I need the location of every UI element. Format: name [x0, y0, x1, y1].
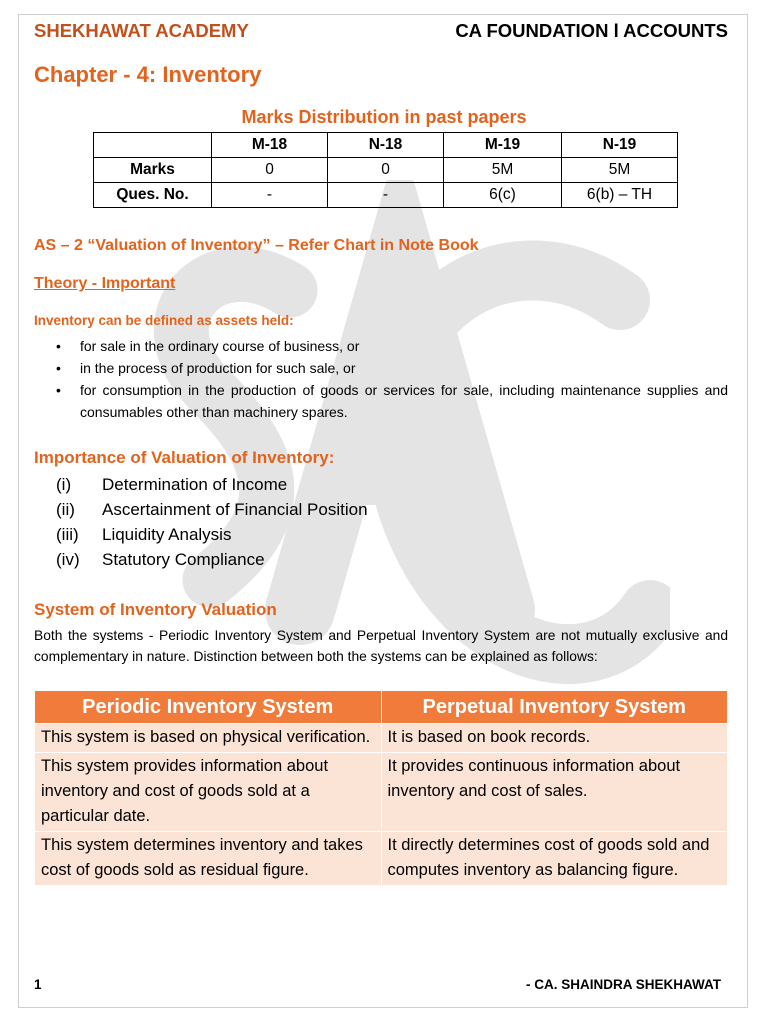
list-item-text: Liquidity Analysis	[102, 525, 232, 544]
table-cell: This system provides information about inventory and cost of goods sold at a particular date.	[35, 753, 382, 832]
list-item	[56, 522, 368, 547]
table-header-cell: Perpetual Inventory System	[381, 691, 728, 724]
page-number: 1	[34, 977, 42, 992]
list-item	[56, 547, 368, 572]
table-cell: This system determines inventory and takes cost of goods sold as residual figure.	[35, 832, 382, 886]
header-academy-name: SHEKHAWAT ACADEMY	[34, 20, 249, 41]
list-item-text: for consumption in the production of goods or services for sale, including maintenance supplies and consumables other than machinery spares.	[80, 382, 728, 420]
table-cell: 6(b) – TH	[562, 183, 678, 208]
list-item	[56, 379, 728, 423]
system-paragraph: Both the systems - Periodic Inventory System and Perpetual Inventory System are not mutually exclusive and complementary in nature. Distinction between both the systems can be explained as follows:	[34, 628, 728, 664]
bullet-icon: •	[56, 338, 61, 354]
table-cell: 0	[212, 158, 328, 183]
table-header-cell: Periodic Inventory System	[35, 691, 382, 724]
list-item-text: Statutory Compliance	[102, 550, 265, 569]
table-header-cell: M-19	[444, 133, 562, 158]
inventory-systems-table	[34, 690, 728, 886]
header-course-title: CA FOUNDATION l ACCOUNTS	[455, 20, 728, 41]
table-row	[94, 183, 678, 208]
table-cell: -	[328, 183, 444, 208]
list-item	[56, 335, 728, 357]
marks-distribution-table	[93, 132, 678, 208]
table-cell: 5M	[444, 158, 562, 183]
list-item-number: (ii)	[56, 500, 75, 519]
table-cell: 5M	[562, 158, 678, 183]
list-item-text: Determination of Income	[102, 475, 288, 494]
list-item-text: Ascertainment of Financial Position	[102, 500, 368, 519]
table-header-cell: N-18	[328, 133, 444, 158]
table-cell: 0	[328, 158, 444, 183]
table-header-cell	[94, 133, 212, 158]
theory-heading: Theory - Important	[34, 275, 176, 292]
table-row	[94, 158, 678, 183]
table-cell: It directly determines cost of goods sold and computes inventory as balancing figure.	[381, 832, 728, 886]
table-row	[35, 832, 728, 886]
list-item-number: (iv)	[56, 550, 80, 569]
importance-heading: Importance of Valuation of Inventory:	[34, 448, 335, 467]
list-item-number: (iii)	[56, 525, 79, 544]
list-item-text: in the process of production for such sale, or	[80, 360, 356, 376]
table-header-cell: M-18	[212, 133, 328, 158]
table-cell: It is based on book records.	[381, 724, 728, 753]
table-header-row	[94, 133, 678, 158]
table-row	[35, 753, 728, 832]
table-cell: 6(c)	[444, 183, 562, 208]
bullet-icon: •	[56, 382, 61, 398]
list-item-text: for sale in the ordinary course of business, or	[80, 338, 360, 354]
list-item	[56, 497, 368, 522]
table-row-header: Ques. No.	[94, 183, 212, 208]
table-header-row	[35, 691, 728, 724]
table-cell: -	[212, 183, 328, 208]
as2-heading: AS – 2 “Valuation of Inventory” – Refer Chart in Note Book	[34, 237, 479, 254]
list-item-number: (i)	[56, 475, 72, 494]
system-heading: System of Inventory Valuation	[34, 600, 277, 619]
table-header-cell: N-19	[562, 133, 678, 158]
definition-list	[56, 335, 728, 423]
table-row	[35, 724, 728, 753]
list-item	[56, 472, 368, 497]
definition-intro: Inventory can be defined as assets held:	[34, 313, 294, 328]
chapter-title: Chapter - 4: Inventory	[34, 62, 262, 87]
marks-distribution-title: Marks Distribution in past papers	[241, 107, 527, 127]
bullet-icon: •	[56, 360, 61, 376]
table-cell: It provides continuous information about inventory and cost of sales.	[381, 753, 728, 832]
footer-author: - CA. SHAINDRA SHEKHAWAT	[526, 977, 721, 992]
list-item	[56, 357, 728, 379]
importance-list	[56, 472, 368, 572]
table-cell: This system is based on physical verification.	[35, 724, 382, 753]
table-row-header: Marks	[94, 158, 212, 183]
